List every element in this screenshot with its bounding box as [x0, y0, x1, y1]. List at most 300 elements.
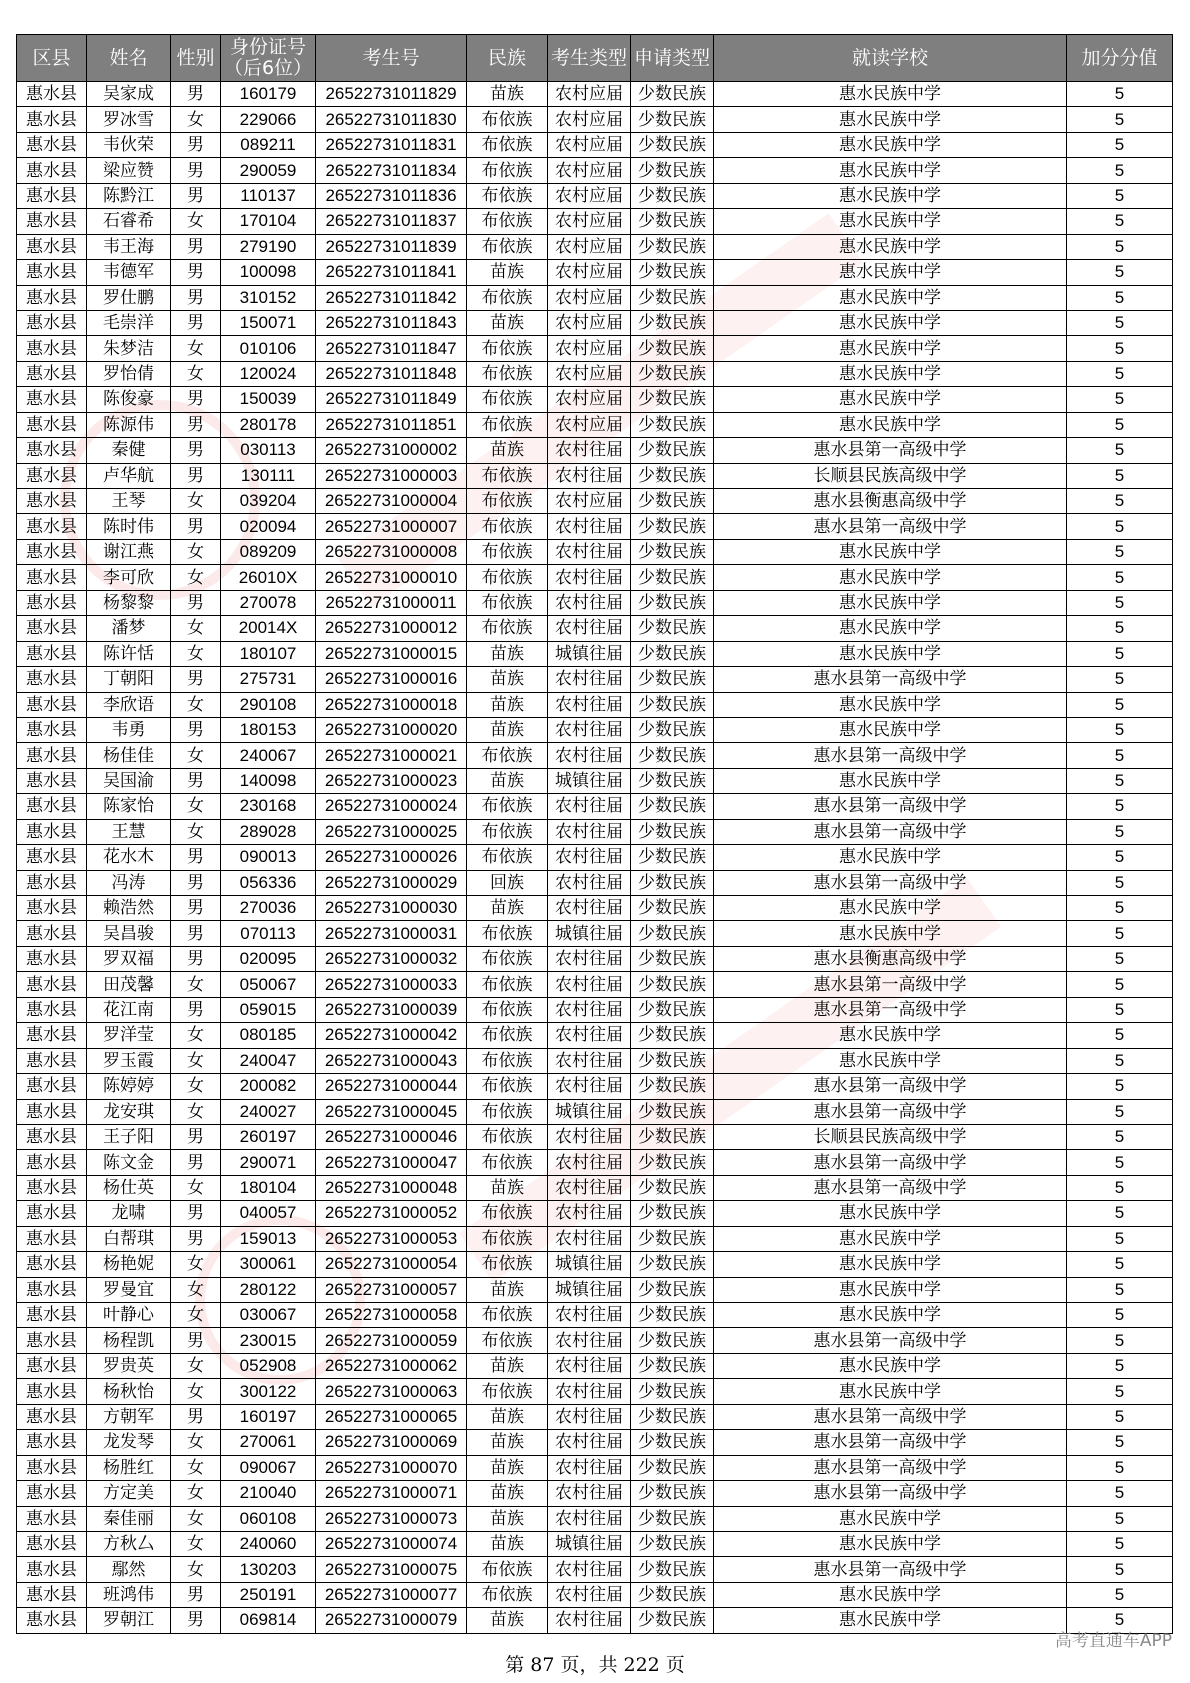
cell-name: 赖浩然: [87, 896, 171, 921]
cell-school: 惠水县衡惠高级中学: [714, 489, 1067, 514]
cell-candidate-type: 农村往届: [548, 1379, 631, 1404]
cell-gender: 女: [171, 794, 221, 819]
table-row: [17, 438, 1173, 463]
cell-district: 惠水县: [17, 1099, 87, 1124]
cell-school: 惠水民族中学: [714, 590, 1067, 615]
cell-district: 惠水县: [17, 1277, 87, 1302]
cell-school: 惠水民族中学: [714, 1048, 1067, 1073]
table-row: [17, 1048, 1173, 1073]
cell-ethnicity: 苗族: [467, 692, 548, 717]
cell-exam-number: 26522731000045: [316, 1099, 467, 1124]
cell-ethnicity: 布依族: [467, 209, 548, 234]
cell-bonus-points: 5: [1067, 234, 1173, 259]
cell-name: 罗冰雪: [87, 107, 171, 132]
cell-exam-number: 26522731000007: [316, 514, 467, 539]
table-row: [17, 107, 1173, 132]
cell-id-suffix: 270061: [221, 1430, 316, 1455]
table-row: [17, 310, 1173, 335]
cell-gender: 女: [171, 1379, 221, 1404]
cell-candidate-type: 城镇往届: [548, 921, 631, 946]
cell-ethnicity: 苗族: [467, 310, 548, 335]
cell-candidate-type: 农村应届: [548, 310, 631, 335]
cell-candidate-type: 城镇往届: [548, 768, 631, 793]
cell-ethnicity: 苗族: [467, 1175, 548, 1200]
cell-district: 惠水县: [17, 1124, 87, 1149]
cell-school: 惠水县第一高级中学: [714, 743, 1067, 768]
cell-ethnicity: 布依族: [467, 158, 548, 183]
cell-name: 罗双福: [87, 946, 171, 971]
table-row: [17, 1404, 1173, 1429]
cell-candidate-type: 农村应届: [548, 107, 631, 132]
cell-school: 惠水县第一高级中学: [714, 1557, 1067, 1582]
cell-application-type: 少数民族: [631, 641, 714, 666]
cell-gender: 女: [171, 1531, 221, 1556]
cell-district: 惠水县: [17, 845, 87, 870]
cell-district: 惠水县: [17, 1252, 87, 1277]
cell-gender: 男: [171, 946, 221, 971]
cell-candidate-type: 农村往届: [548, 997, 631, 1022]
cell-candidate-type: 农村往届: [548, 1150, 631, 1175]
cell-gender: 女: [171, 616, 221, 641]
cell-district: 惠水县: [17, 1582, 87, 1607]
cell-gender: 男: [171, 234, 221, 259]
cell-district: 惠水县: [17, 412, 87, 437]
table-row: [17, 387, 1173, 412]
cell-district: 惠水县: [17, 209, 87, 234]
cell-application-type: 少数民族: [631, 1328, 714, 1353]
cell-bonus-points: 5: [1067, 717, 1173, 742]
cell-exam-number: 26522731000046: [316, 1124, 467, 1149]
cell-exam-number: 26522731000079: [316, 1608, 467, 1633]
cell-gender: 男: [171, 183, 221, 208]
cell-candidate-type: 农村往届: [548, 1048, 631, 1073]
cell-name: 罗玉霞: [87, 1048, 171, 1073]
cell-bonus-points: 5: [1067, 1303, 1173, 1328]
table-row: [17, 1074, 1173, 1099]
cell-id-suffix: 050067: [221, 972, 316, 997]
cell-id-suffix: 300061: [221, 1252, 316, 1277]
col-header-bonus-points: 加分分值: [1067, 35, 1173, 82]
cell-exam-number: 26522731000070: [316, 1455, 467, 1480]
cell-ethnicity: 布依族: [467, 1226, 548, 1251]
cell-gender: 女: [171, 641, 221, 666]
cell-ethnicity: 苗族: [467, 438, 548, 463]
cell-gender: 女: [171, 1506, 221, 1531]
table-row: [17, 946, 1173, 971]
cell-district: 惠水县: [17, 1201, 87, 1226]
cell-candidate-type: 农村往届: [548, 819, 631, 844]
cell-candidate-type: 农村往届: [548, 1608, 631, 1633]
cell-ethnicity: 布依族: [467, 972, 548, 997]
cell-application-type: 少数民族: [631, 667, 714, 692]
cell-exam-number: 26522731000059: [316, 1328, 467, 1353]
cell-school: 惠水民族中学: [714, 717, 1067, 742]
cell-ethnicity: 布依族: [467, 387, 548, 412]
table-row: [17, 1506, 1173, 1531]
cell-district: 惠水县: [17, 1226, 87, 1251]
cell-exam-number: 26522731000057: [316, 1277, 467, 1302]
cell-ethnicity: 苗族: [467, 717, 548, 742]
cell-candidate-type: 农村往届: [548, 1557, 631, 1582]
cell-district: 惠水县: [17, 1531, 87, 1556]
cell-name: 毛崇洋: [87, 310, 171, 335]
cell-candidate-type: 农村往届: [548, 438, 631, 463]
cell-school: 惠水县第一高级中学: [714, 1481, 1067, 1506]
cell-id-suffix: 030067: [221, 1303, 316, 1328]
cell-id-suffix: 240047: [221, 1048, 316, 1073]
cell-bonus-points: 5: [1067, 1608, 1173, 1633]
col-header-application-type: 申请类型: [631, 35, 714, 82]
cell-gender: 男: [171, 845, 221, 870]
cell-bonus-points: 5: [1067, 209, 1173, 234]
table-row: [17, 1379, 1173, 1404]
cell-school: 惠水民族中学: [714, 641, 1067, 666]
col-header-name: 姓名: [87, 35, 171, 82]
cell-exam-number: 26522731011849: [316, 387, 467, 412]
table-row: [17, 209, 1173, 234]
cell-exam-number: 26522731000025: [316, 819, 467, 844]
cell-application-type: 少数民族: [631, 1048, 714, 1073]
cell-district: 惠水县: [17, 1481, 87, 1506]
cell-district: 惠水县: [17, 1608, 87, 1633]
cell-exam-number: 26522731000011: [316, 590, 467, 615]
cell-id-suffix: 240067: [221, 743, 316, 768]
cell-ethnicity: 布依族: [467, 1048, 548, 1073]
cell-bonus-points: 5: [1067, 310, 1173, 335]
cell-application-type: 少数民族: [631, 946, 714, 971]
cell-application-type: 少数民族: [631, 539, 714, 564]
cell-application-type: 少数民族: [631, 132, 714, 157]
cell-school: 惠水民族中学: [714, 260, 1067, 285]
cell-ethnicity: 布依族: [467, 616, 548, 641]
cell-candidate-type: 农村应届: [548, 234, 631, 259]
cell-district: 惠水县: [17, 183, 87, 208]
cell-ethnicity: 苗族: [467, 768, 548, 793]
cell-exam-number: 26522731000073: [316, 1506, 467, 1531]
cell-candidate-type: 农村往届: [548, 1404, 631, 1429]
cell-bonus-points: 5: [1067, 870, 1173, 895]
cell-exam-number: 26522731000023: [316, 768, 467, 793]
cell-ethnicity: 布依族: [467, 463, 548, 488]
cell-district: 惠水县: [17, 1430, 87, 1455]
cell-exam-number: 26522731011851: [316, 412, 467, 437]
cell-name: 花水木: [87, 845, 171, 870]
cell-district: 惠水县: [17, 819, 87, 844]
cell-candidate-type: 农村往届: [548, 1328, 631, 1353]
cell-school: 惠水民族中学: [714, 1608, 1067, 1633]
cell-candidate-type: 农村往届: [548, 1481, 631, 1506]
cell-candidate-type: 农村往届: [548, 1582, 631, 1607]
cell-ethnicity: 布依族: [467, 1303, 548, 1328]
cell-exam-number: 26522731000015: [316, 641, 467, 666]
cell-gender: 女: [171, 1074, 221, 1099]
table-row: [17, 1023, 1173, 1048]
cell-bonus-points: 5: [1067, 132, 1173, 157]
cell-bonus-points: 5: [1067, 845, 1173, 870]
cell-bonus-points: 5: [1067, 565, 1173, 590]
table-row: [17, 870, 1173, 895]
cell-ethnicity: 布依族: [467, 1379, 548, 1404]
cell-exam-number: 26522731000026: [316, 845, 467, 870]
cell-id-suffix: 150039: [221, 387, 316, 412]
cell-name: 叶静心: [87, 1303, 171, 1328]
cell-id-suffix: 130111: [221, 463, 316, 488]
col-header-exam-number: 考生号: [316, 35, 467, 82]
cell-candidate-type: 农村应届: [548, 183, 631, 208]
cell-gender: 男: [171, 1124, 221, 1149]
cell-exam-number: 26522731011829: [316, 82, 467, 107]
table-header-row: [17, 35, 1173, 82]
cell-candidate-type: 农村往届: [548, 1303, 631, 1328]
cell-name: 陈文金: [87, 1150, 171, 1175]
cell-name: 秦健: [87, 438, 171, 463]
cell-application-type: 少数民族: [631, 1201, 714, 1226]
cell-name: 陈婷婷: [87, 1074, 171, 1099]
cell-ethnicity: 布依族: [467, 997, 548, 1022]
cell-ethnicity: 布依族: [467, 361, 548, 386]
cell-id-suffix: 030113: [221, 438, 316, 463]
table-row: [17, 667, 1173, 692]
cell-name: 谢江燕: [87, 539, 171, 564]
cell-application-type: 少数民族: [631, 285, 714, 310]
cell-application-type: 少数民族: [631, 463, 714, 488]
cell-candidate-type: 农村应届: [548, 387, 631, 412]
cell-name: 潘梦: [87, 616, 171, 641]
cell-ethnicity: 布依族: [467, 412, 548, 437]
cell-bonus-points: 5: [1067, 158, 1173, 183]
cell-ethnicity: 布依族: [467, 514, 548, 539]
cell-application-type: 少数民族: [631, 1353, 714, 1378]
cell-school: 惠水县第一高级中学: [714, 438, 1067, 463]
cell-id-suffix: 290059: [221, 158, 316, 183]
cell-school: 惠水县第一高级中学: [714, 1099, 1067, 1124]
cell-application-type: 少数民族: [631, 845, 714, 870]
table-row: [17, 819, 1173, 844]
table-row: [17, 1481, 1173, 1506]
cell-bonus-points: 5: [1067, 616, 1173, 641]
cell-district: 惠水县: [17, 1150, 87, 1175]
cell-bonus-points: 5: [1067, 463, 1173, 488]
cell-id-suffix: 140098: [221, 768, 316, 793]
cell-gender: 女: [171, 1353, 221, 1378]
cell-ethnicity: 布依族: [467, 132, 548, 157]
cell-id-suffix: 270078: [221, 590, 316, 615]
cell-ethnicity: 布依族: [467, 107, 548, 132]
table-row: [17, 921, 1173, 946]
cell-candidate-type: 农村往届: [548, 1124, 631, 1149]
cell-district: 惠水县: [17, 1175, 87, 1200]
cell-name: 龙安琪: [87, 1099, 171, 1124]
cell-gender: 女: [171, 209, 221, 234]
cell-school: 惠水民族中学: [714, 132, 1067, 157]
cell-exam-number: 26522731011837: [316, 209, 467, 234]
cell-application-type: 少数民族: [631, 412, 714, 437]
table-row: [17, 1277, 1173, 1302]
cell-bonus-points: 5: [1067, 819, 1173, 844]
cell-bonus-points: 5: [1067, 1379, 1173, 1404]
table-row: [17, 590, 1173, 615]
cell-application-type: 少数民族: [631, 896, 714, 921]
cell-bonus-points: 5: [1067, 438, 1173, 463]
cell-bonus-points: 5: [1067, 1430, 1173, 1455]
cell-school: 惠水民族中学: [714, 183, 1067, 208]
cell-bonus-points: 5: [1067, 1481, 1173, 1506]
cell-id-suffix: 260197: [221, 1124, 316, 1149]
cell-bonus-points: 5: [1067, 387, 1173, 412]
cell-name: 方朝军: [87, 1404, 171, 1429]
table-body: [17, 82, 1173, 1634]
table-row: [17, 412, 1173, 437]
cell-name: 罗朝江: [87, 1608, 171, 1633]
cell-gender: 男: [171, 132, 221, 157]
cell-application-type: 少数民族: [631, 1303, 714, 1328]
cell-exam-number: 26522731000032: [316, 946, 467, 971]
cell-id-suffix: 160179: [221, 82, 316, 107]
app-watermark: 高考直通车APP: [1054, 1631, 1172, 1651]
cell-exam-number: 26522731000020: [316, 717, 467, 742]
cell-district: 惠水县: [17, 310, 87, 335]
cell-id-suffix: 180153: [221, 717, 316, 742]
cell-id-suffix: 210040: [221, 1481, 316, 1506]
cell-bonus-points: 5: [1067, 768, 1173, 793]
cell-candidate-type: 农村应届: [548, 285, 631, 310]
cell-gender: 女: [171, 539, 221, 564]
cell-name: 鄢然: [87, 1557, 171, 1582]
cell-gender: 男: [171, 667, 221, 692]
cell-candidate-type: 农村往届: [548, 972, 631, 997]
cell-exam-number: 26522731000053: [316, 1226, 467, 1251]
cell-id-suffix: 090067: [221, 1455, 316, 1480]
cell-name: 陈许恬: [87, 641, 171, 666]
cell-district: 惠水县: [17, 387, 87, 412]
cell-district: 惠水县: [17, 641, 87, 666]
cell-district: 惠水县: [17, 1074, 87, 1099]
cell-candidate-type: 农村往届: [548, 896, 631, 921]
table-row: [17, 1531, 1173, 1556]
cell-ethnicity: 布依族: [467, 234, 548, 259]
cell-gender: 女: [171, 489, 221, 514]
cell-exam-number: 26522731000074: [316, 1531, 467, 1556]
cell-exam-number: 26522731000077: [316, 1582, 467, 1607]
cell-exam-number: 26522731000047: [316, 1150, 467, 1175]
cell-bonus-points: 5: [1067, 412, 1173, 437]
cell-gender: 男: [171, 285, 221, 310]
cell-exam-number: 26522731000031: [316, 921, 467, 946]
cell-candidate-type: 农村往届: [548, 1175, 631, 1200]
cell-id-suffix: 059015: [221, 997, 316, 1022]
cell-school: 惠水民族中学: [714, 1277, 1067, 1302]
cell-name: 杨黎黎: [87, 590, 171, 615]
cell-gender: 男: [171, 310, 221, 335]
cell-bonus-points: 5: [1067, 692, 1173, 717]
cell-application-type: 少数民族: [631, 1582, 714, 1607]
cell-school: 惠水县第一高级中学: [714, 972, 1067, 997]
cell-ethnicity: 布依族: [467, 1557, 548, 1582]
cell-district: 惠水县: [17, 82, 87, 107]
cell-name: 卢华航: [87, 463, 171, 488]
cell-school: 惠水民族中学: [714, 1353, 1067, 1378]
cell-ethnicity: 布依族: [467, 565, 548, 590]
cell-ethnicity: 布依族: [467, 336, 548, 361]
cell-application-type: 少数民族: [631, 565, 714, 590]
cell-application-type: 少数民族: [631, 819, 714, 844]
cell-bonus-points: 5: [1067, 1226, 1173, 1251]
cell-bonus-points: 5: [1067, 1023, 1173, 1048]
cell-exam-number: 26522731000016: [316, 667, 467, 692]
cell-district: 惠水县: [17, 667, 87, 692]
cell-application-type: 少数民族: [631, 1608, 714, 1633]
cell-bonus-points: 5: [1067, 1124, 1173, 1149]
cell-application-type: 少数民族: [631, 997, 714, 1022]
cell-ethnicity: 布依族: [467, 946, 548, 971]
table-row: [17, 514, 1173, 539]
cell-district: 惠水县: [17, 132, 87, 157]
cell-candidate-type: 农村应届: [548, 158, 631, 183]
table-row: [17, 794, 1173, 819]
cell-name: 朱梦洁: [87, 336, 171, 361]
cell-district: 惠水县: [17, 565, 87, 590]
table-row: [17, 717, 1173, 742]
cell-district: 惠水县: [17, 438, 87, 463]
cell-exam-number: 26522731011830: [316, 107, 467, 132]
cell-district: 惠水县: [17, 489, 87, 514]
cell-application-type: 少数民族: [631, 1252, 714, 1277]
cell-gender: 男: [171, 1201, 221, 1226]
cell-name: 龙啸: [87, 1201, 171, 1226]
cell-school: 惠水县第一高级中学: [714, 1404, 1067, 1429]
cell-application-type: 少数民族: [631, 387, 714, 412]
cell-bonus-points: 5: [1067, 590, 1173, 615]
cell-ethnicity: 布依族: [467, 1150, 548, 1175]
cell-gender: 男: [171, 896, 221, 921]
cell-candidate-type: 农村应届: [548, 489, 631, 514]
cell-application-type: 少数民族: [631, 1506, 714, 1531]
cell-application-type: 少数民族: [631, 972, 714, 997]
cell-gender: 女: [171, 1048, 221, 1073]
cell-gender: 男: [171, 717, 221, 742]
cell-name: 梁应赞: [87, 158, 171, 183]
cell-application-type: 少数民族: [631, 336, 714, 361]
cell-gender: 男: [171, 1608, 221, 1633]
cell-ethnicity: 苗族: [467, 1353, 548, 1378]
cell-candidate-type: 农村应届: [548, 132, 631, 157]
cell-bonus-points: 5: [1067, 1252, 1173, 1277]
cell-school: 长顺县民族高级中学: [714, 463, 1067, 488]
cell-bonus-points: 5: [1067, 794, 1173, 819]
cell-candidate-type: 农村往届: [548, 1226, 631, 1251]
cell-school: 惠水县第一高级中学: [714, 1150, 1067, 1175]
cell-candidate-type: 农村往届: [548, 794, 631, 819]
cell-application-type: 少数民族: [631, 260, 714, 285]
cell-school: 惠水民族中学: [714, 1252, 1067, 1277]
cell-school: 惠水民族中学: [714, 310, 1067, 335]
cell-district: 惠水县: [17, 946, 87, 971]
cell-application-type: 少数民族: [631, 107, 714, 132]
cell-exam-number: 26522731000062: [316, 1353, 467, 1378]
cell-gender: 女: [171, 692, 221, 717]
cell-id-suffix: 270036: [221, 896, 316, 921]
cell-id-suffix: 310152: [221, 285, 316, 310]
cell-ethnicity: 苗族: [467, 1430, 548, 1455]
table-row: [17, 1124, 1173, 1149]
cell-candidate-type: 城镇往届: [548, 641, 631, 666]
cell-name: 韦德军: [87, 260, 171, 285]
cell-id-suffix: 230168: [221, 794, 316, 819]
cell-exam-number: 26522731011831: [316, 132, 467, 157]
cell-bonus-points: 5: [1067, 260, 1173, 285]
cell-school: 惠水县第一高级中学: [714, 667, 1067, 692]
cell-ethnicity: 布依族: [467, 285, 548, 310]
